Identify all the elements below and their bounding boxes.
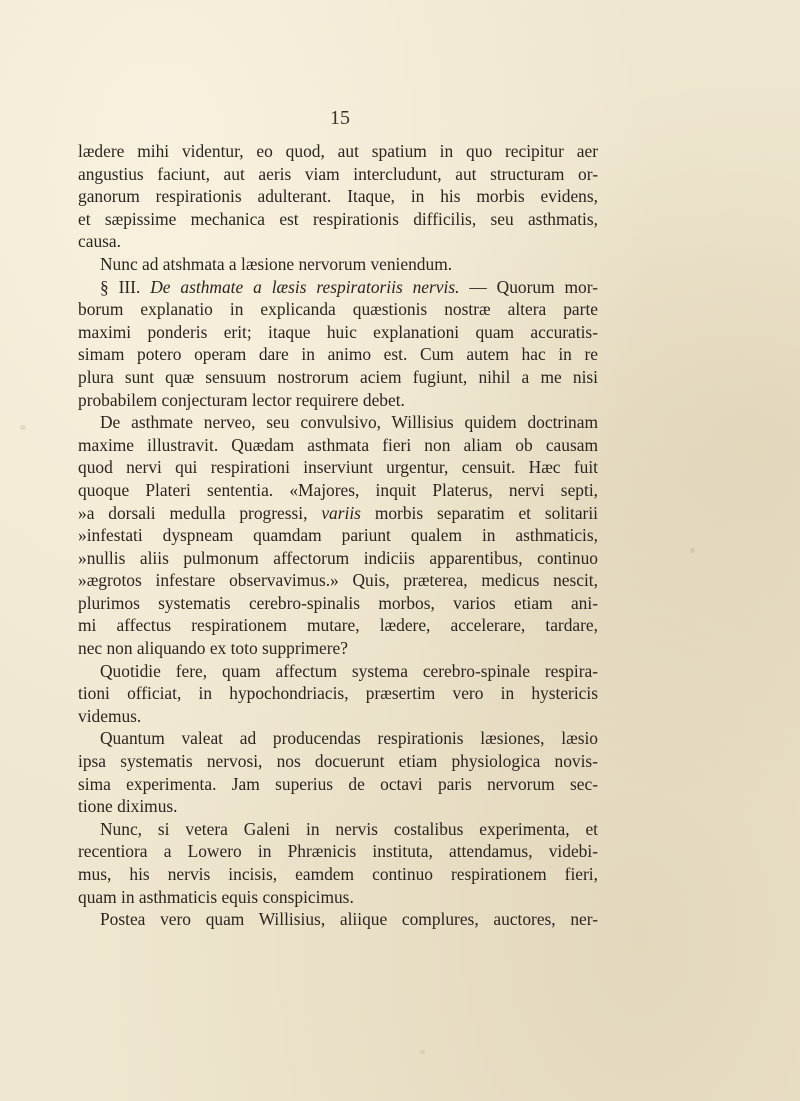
paper-stain — [420, 1050, 425, 1054]
text-line — [78, 502, 598, 525]
text-line: »ægrotos infestare observavimus.» Quis, præterea, medicus nescit, — [78, 570, 598, 591]
text-line: mus, his nervis incisis, eamdem continuo respirationem fieri, — [78, 864, 598, 884]
text-line: quod nervi qui respirationi inserviunt urgentur, censuit. Hæc fuit — [78, 457, 598, 478]
paper-stain — [20, 425, 26, 430]
text-line: lædere mihi videntur, eo quod, aut spatium in quo recipitur aer — [78, 141, 598, 161]
text-line: et sæpissime mechanica est respirationis difficilis, seu asthmatis, — [78, 208, 598, 229]
text-line: Quotidie fere, quam affectum systema cerebro-spinale respira- — [100, 660, 598, 681]
text-line: »infestati dyspneam quamdam pariunt qualem in asthmaticis, — [78, 525, 598, 546]
body-text — [78, 140, 598, 931]
text-line: videmus. — [78, 705, 142, 726]
text-line: maximi ponderis erit; itaque huic explanationi quam accuratis- — [78, 321, 598, 342]
text-line: »nullis aliis pulmonum affectorum indiciis apparentibus, continuo — [78, 547, 598, 568]
text-line: quoque Plateri sententia. «Majores, inquit Platerus, nervi septi, — [78, 479, 598, 500]
text-line: De asthmate nerveo, seu convulsivo, Willisius quidem doctrinam — [100, 412, 598, 433]
line-text-italic: De asthmate a læsis respiratoriis nervis. — [150, 276, 460, 297]
text-line: ganorum respirationis adulterant. Itaque, in his morbis evidens, — [78, 186, 598, 207]
line-text-prefix: § III. — [100, 276, 151, 297]
line-text-suffix: — Quorum mor- — [459, 276, 598, 297]
text-line: angustius faciunt, aut aeris viam intercludunt, aut structuram or- — [78, 163, 598, 184]
line-text-italic: variis — [321, 502, 361, 523]
text-line: quam in asthmaticis equis conspicimus. — [78, 886, 354, 907]
text-line: tioni officiat, in hypochondriacis, præsertim vero in hystericis — [78, 683, 598, 704]
text-line: probabilem conjecturam lector requirere debet. — [78, 389, 405, 410]
text-line: nec non aliquando ex toto supprimere? — [78, 638, 348, 659]
text-line: sima experimenta. Jam superius de octavi paris nervorum sec- — [78, 773, 598, 794]
text-line: plurimos systematis cerebro-spinalis morbos, varios etiam ani- — [78, 592, 598, 613]
text-line: borum explanatio in explicanda quæstionis nostræ altera parte — [78, 299, 598, 320]
text-line: Nunc, si vetera Galeni in nervis costalibus experimenta, et — [100, 818, 598, 839]
page-number: 15 — [330, 107, 350, 129]
text-line: Postea vero quam Willisius, aliique complures, auctores, ner- — [100, 909, 598, 930]
line-text-prefix: »a dorsali medulla progressi, — [78, 502, 322, 523]
text-line: mi affectus respirationem mutare, lædere, accelerare, tardare, — [78, 615, 598, 636]
text-line: plura sunt quæ sensuum nostrorum aciem fugiunt, nihil a me nisi — [78, 366, 598, 387]
text-line — [78, 276, 598, 299]
line-text-suffix: morbis separatim et solitarii — [360, 502, 598, 523]
text-line: causa. — [78, 231, 121, 252]
text-line: maxime illustravit. Quædam asthmata fieri non aliam ob causam — [78, 434, 598, 455]
text-line: ipsa systematis nervosi, nos docuerunt etiam physiologica novis- — [78, 751, 598, 772]
text-line: Nunc ad atshmata a læsione nervorum veniendum. — [100, 253, 453, 274]
text-line: tione diximus. — [78, 796, 178, 817]
paper-stain — [690, 548, 695, 553]
text-line: Quantum valeat ad producendas respirationis læsiones, læsio — [100, 728, 598, 749]
text-line: simam potero operam dare in animo est. Cum autem hac in re — [78, 344, 598, 365]
text-line: recentiora a Lowero in Phrænicis instituta, attendamus, videbi- — [78, 841, 598, 862]
